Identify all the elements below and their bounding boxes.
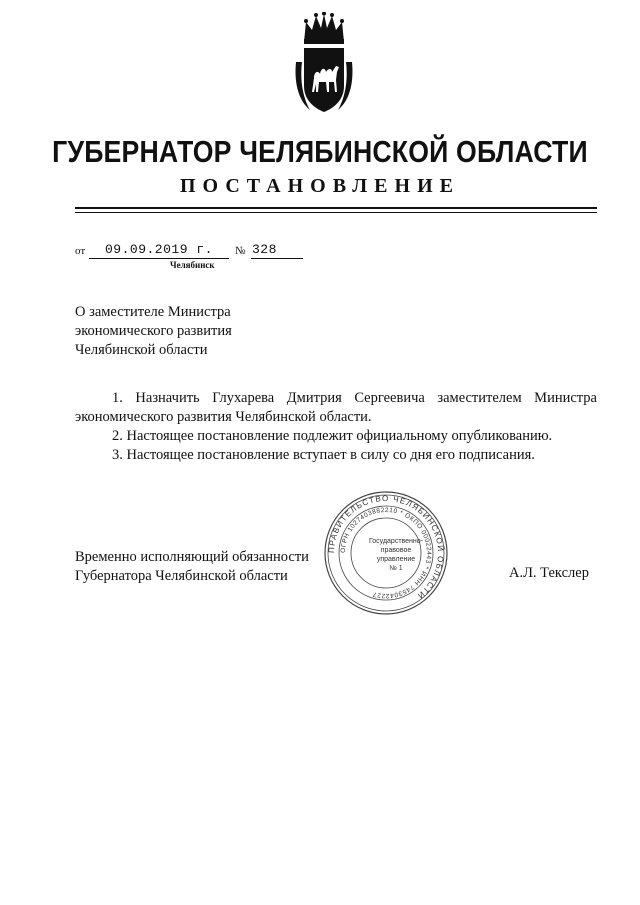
subject-line: О заместителе Министра	[75, 304, 231, 320]
number-underline	[251, 258, 303, 259]
clause-2: 2. Настоящее постановление подлежит официальному опубликованию.	[112, 428, 553, 444]
document-subject	[75, 303, 232, 360]
signatory-title-line: Губернатора Челябинской области	[75, 568, 288, 584]
seal-center-line: Государственно-	[368, 538, 424, 545]
header-rule-thick	[75, 207, 597, 209]
issue-city: Челябинск	[170, 260, 215, 270]
issuer-title: ГУБЕРНАТОР ЧЕЛЯБИНСКОЙ ОБЛАСТИ	[52, 134, 588, 169]
subject-line: Челябинской области	[75, 342, 208, 358]
seal-center	[366, 537, 426, 573]
signatory-title-line: Временно исполняющий обязанности	[75, 549, 309, 565]
date-underline	[89, 258, 229, 259]
document-body	[75, 389, 597, 465]
seal-center-line: правовое	[380, 547, 412, 554]
seal-outer-text: ПРАВИТЕЛЬСТВО ЧЕЛЯБИНСКОЙ ОБЛАСТИ	[326, 493, 446, 601]
seal-center-line: № 1	[389, 565, 403, 572]
from-label: от	[75, 245, 86, 257]
signatory-title	[75, 548, 309, 586]
clause-3: 3. Настоящее постановление вступает в силу со дня его подписания.	[112, 447, 535, 463]
seal-inner-text: ОГРН 1027403882210 * ОКПО 00022443 * ИНН 7453042227	[339, 506, 433, 600]
clause-1: 1. Назначить Глухарева Дмитрия Сергеевича заместителем Министра экономического развития Челябинской области.	[75, 390, 597, 425]
document-type: ПОСТАНОВЛЕНИЕ	[180, 175, 460, 197]
number-label: №	[235, 245, 246, 257]
signatory-name: А.Л. Текслер	[509, 565, 589, 581]
header-rule-thin	[75, 212, 597, 213]
document-number: 328	[252, 242, 277, 257]
seal-center-line: управление	[376, 556, 416, 563]
document-date: 09.09.2019 г.	[105, 242, 213, 257]
coat-of-arms-icon	[292, 12, 356, 116]
subject-line: экономического развития	[75, 323, 232, 339]
